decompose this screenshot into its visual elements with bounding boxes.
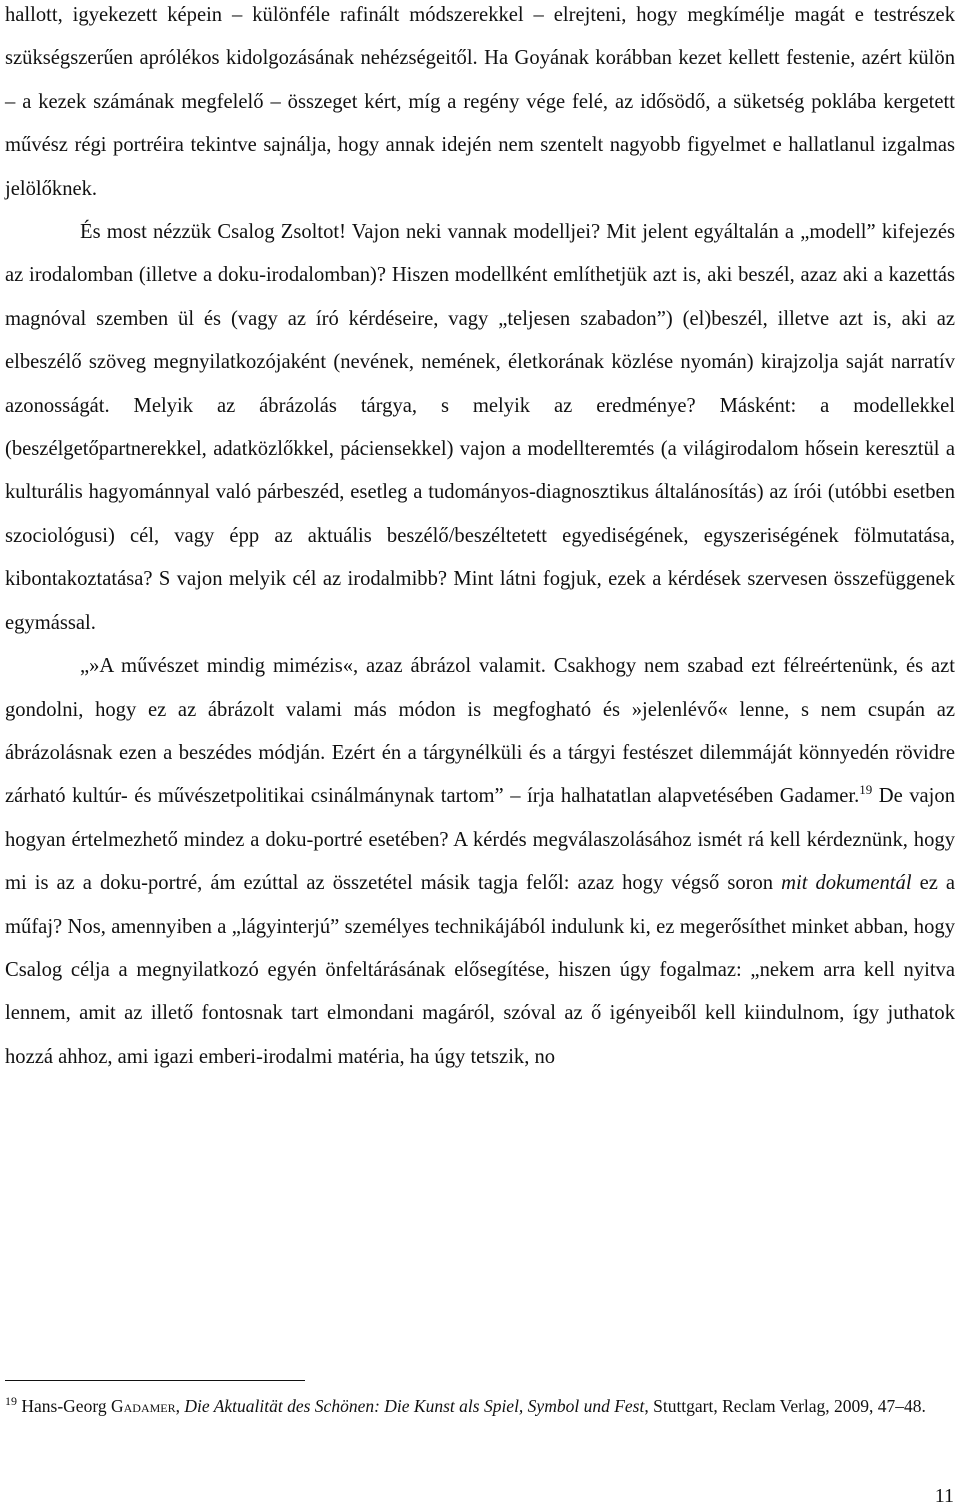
footnote-separator [5, 1380, 305, 1381]
footnote-mark: 19 [5, 1394, 17, 1409]
gadamer-quote-text: „»A művészet mindig mimézis«, azaz ábrázol valamit. Csakhogy nem szabad ezt félreértenünk, és azt gondolni, hogy ez az ábrázolt valami más módon is megfogható és »jelenlévő« lenne, s nem csupán az ábrázolásnak ezen a beszédes módján. Ezért én a tárgynélküli és a tárgyi festészet dilemmáját könnyedén rövidre zárható kultúr- és művészetpolitikai csinálmánynak tartom” – írja halhatatlan alapvetésében Gadamer. [5, 655, 955, 808]
footnote-separator-comma: , [175, 1396, 185, 1416]
footnote-author-last-rest: adamer [123, 1396, 176, 1416]
footnote-author-last-initial: G [110, 1396, 124, 1416]
footnote-reference-19[interactable]: 19 [859, 782, 873, 798]
page-number: 11 [934, 1485, 954, 1507]
footnote-19 [5, 1388, 955, 1424]
paragraph-goya: hallott, igyekezett képein – különféle rafinált módszerekkel – elrejteni, hogy megkímélje magát e testrészek szükségszerűen aprólékos kidolgozásának nehézségeitől. Ha Goyának korábban kezet kellett festenie, azért külön – a kezek számának megfelelő – összeget kért, míg a regény vége felé, az idősödő, a süketség poklába kergetett művész régi portréira tekintve sajnálja, hogy annak idején nem szentelt nagyobb figyelmet e hallatlanul izgalmas jelölőknek. [5, 4, 955, 200]
italic-emphasis: mit dokumentál [781, 872, 912, 895]
footnote-author-first: Hans-Georg [17, 1396, 111, 1416]
paragraph-gadamer-quote [5, 645, 955, 1079]
footnote-book-title: Die Aktualität des Schönen: Die Kunst als Spiel, Symbol und Fest [184, 1396, 645, 1416]
document-body [5, 0, 955, 1079]
footnote-publisher: , Stuttgart, Reclam Verlag, 2009, 47–48. [644, 1396, 926, 1416]
paragraph-csalog-models: És most nézzük Csalog Zsoltot! Vajon neki vannak modelljei? Mit jelent egyáltalán a „modell” kifejezés az irodalomban (illetve a doku-irodalomban)? Hiszen modellként említhetjük azt is, aki beszél, azaz aki a kazettás magnóval szemben ül és (vagy az író kérdéseire, vagy „teljesen szabadon”) (el)beszél, illetve azt is, aki az elbeszélő szöveg megnyilatkozójaként (nevének, nemének, életkorának közlése nyomán) kirajzolja saját narratív azonosságát. Melyik az ábrázolás tárgya, s melyik az eredménye? Másként: a modellekkel (beszélgetőpartnerekkel, adatközlőkkel, páciensekkel) vajon a modellteremtés (a világirodalom hősein keresztül a kulturális hagyománnyal való párbeszéd, esetleg a tudományos-diagnosztikus általánosítás) az írói (utóbbi esetben szociológusi) cél, vagy épp az aktuális beszélő/beszéltetett egyediségének, egyszeriségének fölmutatása, kibontakoztatása? S vajon melyik cél az irodalmibb? Mint látni fogjuk, ezek a kérdések szervesen összefüggenek egymással. [5, 221, 955, 634]
paragraph-continuation: De vajon hogyan értelmezhető mindez a doku-portré esetében? A kérdés megválaszolásához ismét rá kell kérdeznünk, hogy mi is az a doku-portré, ám ezúttal az összetétel másik tagja felől: azaz hogy végső soron [5, 785, 955, 895]
paragraph-ending: ez a műfaj? Nos, amennyiben a „lágyinterjú” személyes technikájából indulunk ki, ez megerősíthet minket abban, hogy Csalog célja a megnyilatkozó egyén önfeltárásának elősegítése, hiszen úgy fogalmaz: „nekem arra kell nyitva lennem, amit az illető fontosnak tart elmondani magáról, szóval az ő igényeiből kell kiindulnom, így juthatok hozzá ahhoz, ami igazi emberi-irodalmi matéria, ha úgy tetszik, no [5, 872, 956, 1068]
